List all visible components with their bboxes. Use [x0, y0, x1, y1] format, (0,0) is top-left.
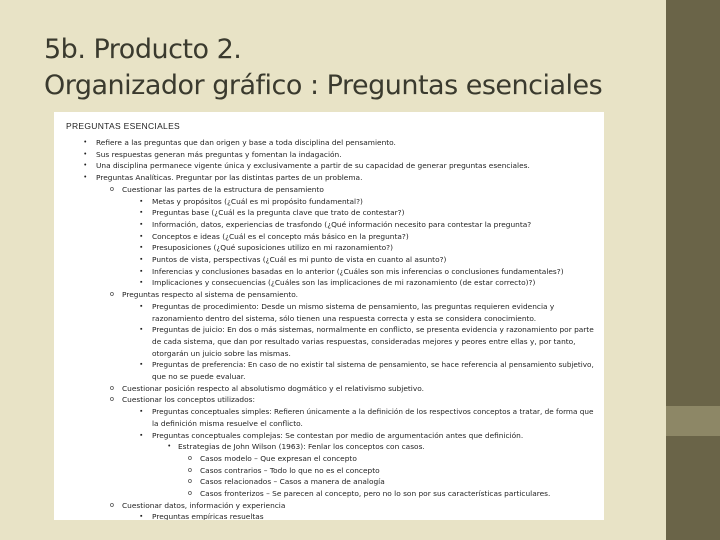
outline-line: Preguntas base (¿Cuál es la pregunta clave que trato de contestar?): [152, 208, 405, 218]
bullet-icon: •: [84, 162, 87, 170]
outline-line: Cuestionar posición respecto al absolutismo dogmático y el relativismo subjetivo.: [122, 383, 424, 393]
bullet-icon: ▪: [140, 326, 143, 334]
bullet-icon: o: [110, 291, 114, 299]
bullet-icon: •: [84, 174, 87, 182]
bullet-icon: ▪: [140, 267, 143, 275]
bullet-icon: o: [110, 501, 114, 509]
bullet-icon: ▪: [140, 513, 143, 520]
outline-line: Casos fronterizos – Se parecen al concepto, pero no lo son por sus características particulares.: [200, 489, 551, 498]
outline-line: Conceptos e ideas (¿Cuál es el concepto más básico en la pregunta?): [152, 231, 409, 241]
outline-line: Casos relacionados – Casos a manera de analogía: [200, 477, 385, 487]
outline-line: Cuestionar las partes de la estructura de pensamiento: [122, 184, 324, 194]
bullet-icon: o: [188, 466, 192, 474]
slide-title-line-1: 5b. Producto 2.: [44, 34, 242, 65]
outline-line: Preguntas de preferencia: En caso de no existir tal sistema de pensamiento, se hace referencia al pensamiento subjetivo,: [152, 360, 594, 370]
outline-line: Preguntas conceptuales simples: Refieren únicamente a la definición de los respectivos conceptos a tratar, de forma que: [152, 407, 594, 417]
outline-line: Información, datos, experiencias de trasfondo (¿Qué información necesito para contestar la pregunta?: [152, 219, 532, 229]
bullet-icon: o: [188, 454, 192, 462]
slide-title: [44, 32, 602, 104]
outline-line: Preguntas empíricas resueltas: [152, 512, 264, 520]
outline-line: Sus respuestas generan más preguntas y fomentan la indagación.: [96, 149, 342, 159]
bullet-icon: o: [110, 384, 114, 392]
outline-line: Preguntas de procedimiento: Desde un mismo sistema de pensamiento, las preguntas requieren evidencia y: [152, 301, 555, 311]
slide-title-line-2: Organizador gráfico : Preguntas esenciales: [44, 70, 603, 101]
bullet-icon: ▪: [140, 279, 143, 287]
outline-line: Presuposiciones (¿Qué suposiciones utilizo en mi razonamiento?): [152, 243, 393, 253]
outline-line: de cada sistema, que dan por resultado varias respuestas, consideradas mejores y peores entre ellas y, por tanto,: [152, 336, 576, 346]
outline-line: Cuestionar los conceptos utilizados:: [122, 395, 255, 405]
outline-line: Implicaciones y consecuencias (¿Cuáles son las implicaciones de mi razonamiento (de estar correcto)?): [152, 278, 536, 288]
bullet-icon: o: [188, 478, 192, 486]
outline-line: Inferencias y conclusiones basadas en lo anterior (¿Cuáles son mis inferencias o conclusiones fundamentales?): [152, 266, 564, 276]
bullet-icon: o: [110, 396, 114, 404]
outline-line: Estrategias de John Wilson (1963): Fenlar los conceptos con casos.: [178, 442, 425, 452]
bullet-icon: ▪: [140, 361, 143, 369]
bullet-icon: ▪: [140, 431, 143, 439]
bullet-icon: ▪: [140, 408, 143, 416]
outline-line: Casos contrarios – Todo lo que no es el concepto: [200, 465, 380, 475]
outline-line: otorgarán un juicio sobre las mismas.: [152, 348, 291, 358]
bullet-icon: •: [168, 443, 171, 451]
bullet-icon: ▪: [140, 220, 143, 228]
outline-line: Casos modelo – Que expresan el concepto: [200, 453, 357, 463]
outline-line: razonamiento dentro del sistema, sólo tienen una respuesta correcta y esta se considera conocimiento.: [152, 313, 537, 323]
side-bar-accent: [666, 406, 720, 436]
bullet-icon: o: [188, 490, 192, 497]
bullet-icon: ▪: [140, 256, 143, 263]
bullet-icon: o: [110, 185, 114, 193]
bullet-icon: ▪: [140, 302, 143, 310]
outline-line: Una disciplina permanece vigente única y exclusivamente a partir de su capacidad de generar preguntas esenciales.: [96, 161, 530, 171]
decorative-side-bar: [666, 0, 720, 540]
outline-line: Refiere a las preguntas que dan origen y base a toda disciplina del pensamiento.: [96, 138, 396, 147]
outline-line: Preguntas de juicio: En dos o más sistemas, normalmente en conflicto, se presenta evidencia y razonamiento por parte: [152, 325, 594, 335]
outline-line: Preguntas respecto al sistema de pensamiento.: [122, 290, 298, 300]
document-image: [54, 112, 604, 520]
sheet-heading: PREGUNTAS ESENCIALES: [66, 121, 181, 131]
bullet-icon: ▪: [140, 244, 143, 252]
bullet-icon: ▪: [140, 209, 143, 217]
outline-line: Cuestionar datos, información y experiencia: [122, 500, 286, 510]
outline-line: Preguntas conceptuales complejas: Se contestan por medio de argumentación antes que definición.: [152, 430, 524, 440]
outline-line: Puntos de vista, perspectivas (¿Cuál es mi punto de vista en cuanto al asunto?): [152, 255, 447, 264]
bullet-icon: •: [84, 150, 87, 158]
outline-line: Metas y propósitos (¿Cuál es mi propósito fundamental?): [152, 196, 363, 206]
outline-line: Preguntas Analíticas. Preguntar por las distintas partes de un problema.: [96, 173, 363, 183]
outline-line: que no se puede evaluar.: [152, 372, 246, 381]
bullet-icon: •: [84, 139, 87, 146]
bullet-icon: ▪: [140, 197, 143, 205]
outline-line: la definición misma resuelve el conflicto.: [152, 418, 303, 428]
bullet-icon: ▪: [140, 232, 143, 240]
